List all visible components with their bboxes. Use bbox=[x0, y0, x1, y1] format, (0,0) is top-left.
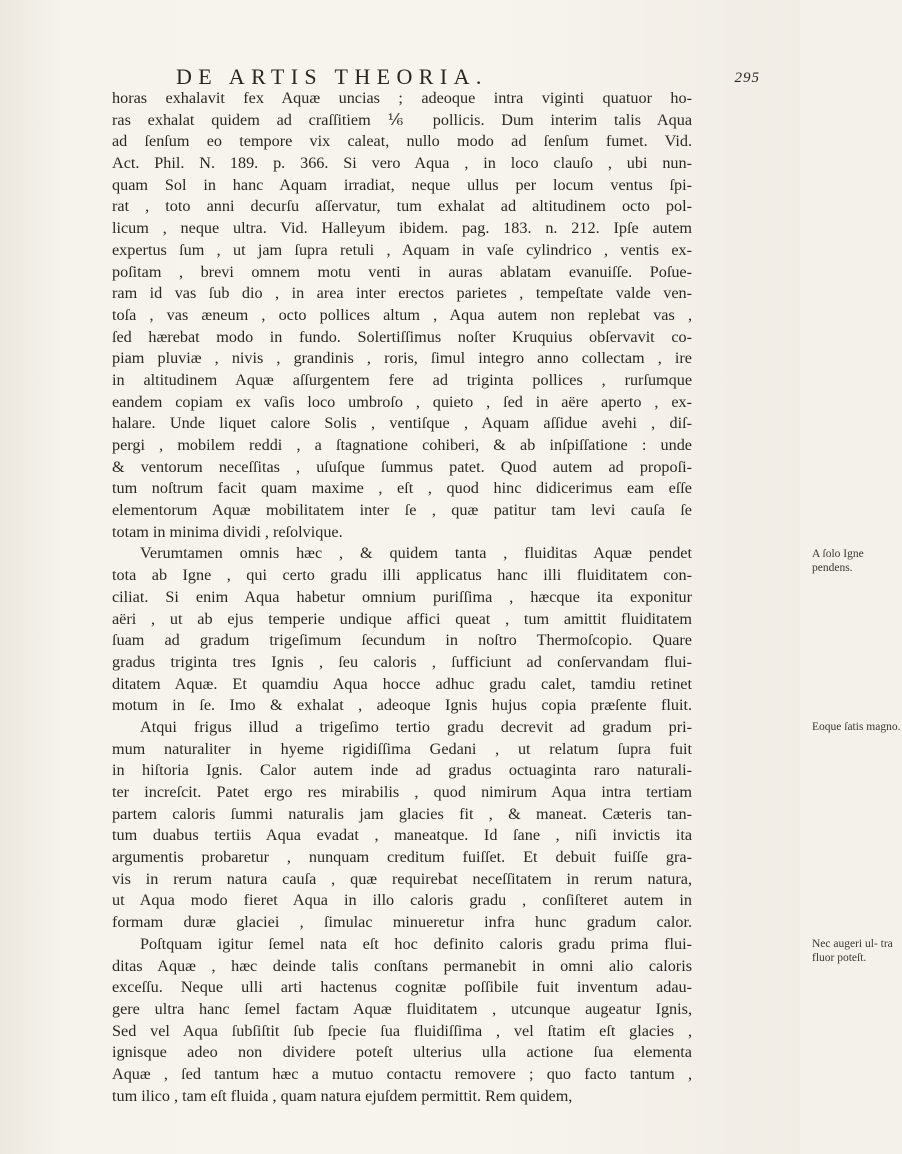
margin-note: Nec augeri ul- tra fluor poteſt. bbox=[812, 938, 893, 965]
margin-note: A ſolo Igne pendens. bbox=[812, 547, 864, 574]
text-line: ras exhalat quidem ad craſſitiem ⅙ pollicis. Dum interim talis Aqua bbox=[112, 110, 692, 129]
text-line: pergi , mobilem reddi , a ſtagnatione cohiberi, & ab inſpiſſatione : unde bbox=[112, 436, 692, 454]
text-line: piam pluviæ , nivis , grandinis , roris, ſimul integro anno collectam , ire bbox=[112, 349, 692, 368]
text-line: in altitudinem Aquæ aſſurgentem fere ad triginta pollices , rurſumque bbox=[112, 370, 692, 389]
text-line: elementorum Aquæ mobilitatem inter ſe , quæ patitur tam levi cauſa ſe bbox=[112, 501, 692, 520]
text-line: formam duræ glaciei , ſimulac minueretur infra hunc gradum calor. bbox=[112, 913, 692, 932]
text-line: motum in ſe. Imo & exhalat , adeoque Ignis hujus copia præſente fluit. bbox=[112, 696, 692, 715]
text-line: poſitam , brevi omnem motu venti in auras ablatam evanuiſſe. Poſue- bbox=[112, 262, 692, 281]
text-line: eandem copiam ex vaſis loco umbroſo , quieto , ſed in aëre aperto , ex- bbox=[112, 392, 692, 411]
text-line: ut Aqua modo fieret Aqua in illo caloris gradu , conſiſteret autem in bbox=[112, 891, 692, 910]
text-line: rat , toto anni decurſu aſſervatur, tum exhalat ad altitudinem octo pol- bbox=[112, 197, 692, 216]
text-line: ciliat. Si enim Aqua habetur omnium puriſſima , hæcque ita exponitur bbox=[112, 587, 692, 606]
text-line: Aquæ , ſed tantum hæc a mutuo contactu removere ; quo facto tantum , bbox=[112, 1064, 692, 1083]
text-line: vis in rerum natura cauſa , quæ requirebat neceſſitatem in rerum natura, bbox=[112, 869, 692, 888]
body-text bbox=[112, 88, 901, 1107]
text-line: exceſſu. Neque ulli arti hactenus cognitæ poſſibile fuit inventum adau- bbox=[112, 978, 692, 997]
text-line: gradus triginta tres Ignis , ſeu caloris , ſufficiunt ad conſervandam flui- bbox=[112, 652, 692, 671]
text-line: tum duabus tertiis Aqua evadat , maneatque. Id ſane , niſi invictis ita bbox=[112, 826, 692, 845]
text-line: ram id vas ſub dio , in area inter erectos parietes , tempeſtate valde ven- bbox=[112, 284, 692, 303]
text-line: Act. Phil. N. 189. p. 366. Si vero Aqua , in loco clauſo , ubi nun- bbox=[112, 154, 692, 173]
text-line: expertus ſum , ut jam ſupra retuli , Aquam in vaſe cylindrico , ventis ex- bbox=[112, 240, 692, 259]
text-line: horas exhalavit fex Aquæ uncias ; adeoque intra viginti quatuor ho- bbox=[112, 89, 692, 107]
text-line: Atqui frigus illud a trigeſimo tertio gradu decrevit ad gradum pri- bbox=[140, 717, 692, 736]
text-line: licum , neque ultra. Vid. Halleyum ibidem. pag. 183. n. 212. Ipſe autem bbox=[112, 219, 692, 238]
text-line: ditatem Aquæ. Et quamdiu Aqua hocce adhuc gradu calet, tamdiu retinet bbox=[112, 674, 692, 693]
text-line: Sed vel Aqua ſubſiſtit ſub ſpecie ſua fluidiſſima , vel ſtatim eſt glacies , bbox=[112, 1021, 692, 1040]
text-line: tota ab Igne , qui certo gradu illi applicatus hanc illi fluiditatem con- bbox=[112, 566, 692, 585]
text-line: argumentis probaretur , nunquam creditum fuiſſet. Et debuit fuiſſe gra- bbox=[112, 848, 692, 867]
text-line: gere ultra hanc ſemel factam Aquæ fluiditatem , utcunque augeatur Ignis, bbox=[112, 999, 692, 1018]
text-line: ad ſenſum eo tempore vix caleat, nullo modo ad ſenſum fumet. Vid. bbox=[112, 132, 692, 151]
text-line: ſed hærebat modo in fundo. Solertiſſimus noſter Kruquius obſervavit co- bbox=[112, 327, 692, 346]
text-line: mum naturaliter in hyeme rigidiſſima Gedani , ut relatum ſupra fuit bbox=[112, 739, 692, 758]
text-line: in hiſtoria Ignis. Calor autem inde ad gradus octuaginta raro naturali- bbox=[112, 761, 692, 780]
page-number: 295 bbox=[734, 70, 760, 86]
text-line: & ventorum neceſſitas , uſuſque ſummus patet. Quod autem ad propoſi- bbox=[112, 457, 692, 476]
text-line: aëri , ut ab ejus temperie undique affici queat , tum amittit fluiditatem bbox=[112, 609, 692, 628]
text-line: tum noſtrum facit quam maxime , eſt , quod hinc didicerimus eam eſſe bbox=[112, 479, 692, 498]
text-line: totam in minima dividi , reſolvique. bbox=[112, 522, 343, 541]
text-line: ſuam ad gradum trigeſimum ſecundum in noſtro Thermoſcopio. Quare bbox=[112, 631, 692, 650]
text-line: toſa , vas æneum , octo pollices altum , Aqua autem non replebat vas , bbox=[112, 305, 692, 324]
text-line: partem caloris ſummi naturalis jam glacies fit , & maneat. Cæteris tan- bbox=[112, 804, 692, 823]
text-line: ignisque adeo non dividere poteſt ulterius ulla actione ſua elementa bbox=[112, 1043, 692, 1062]
margin-note: Eoque ſatis magno. bbox=[812, 721, 901, 734]
text-line: quam Sol in hanc Aquam irradiat, neque ullus per locum ventus ſpi- bbox=[112, 175, 692, 194]
text-line: Poſtquam igitur ſemel nata eſt hoc definito caloris gradu prima flui- bbox=[140, 934, 692, 953]
text-line: Verumtamen omnis hæc , & quidem tanta , fluiditas Aquæ pendet bbox=[140, 544, 692, 563]
running-title: DE ARTIS THEORIA. bbox=[176, 64, 488, 89]
text-line: halare. Unde liquet calore Solis , ventiſque , Aquam aſſidue avehi , diſ- bbox=[112, 414, 692, 433]
text-line: ter increſcit. Patet ergo res mirabilis , quod nimirum Aqua intra tertiam bbox=[112, 783, 692, 801]
text-line: tum ilico , tam eſt fluida , quam natura ejuſdem permittit. Rem quidem, bbox=[112, 1086, 573, 1105]
page-header bbox=[176, 64, 760, 89]
text-line: ditas Aquæ , hæc deinde talis conſtans permanebit in omni alio caloris bbox=[112, 956, 692, 975]
